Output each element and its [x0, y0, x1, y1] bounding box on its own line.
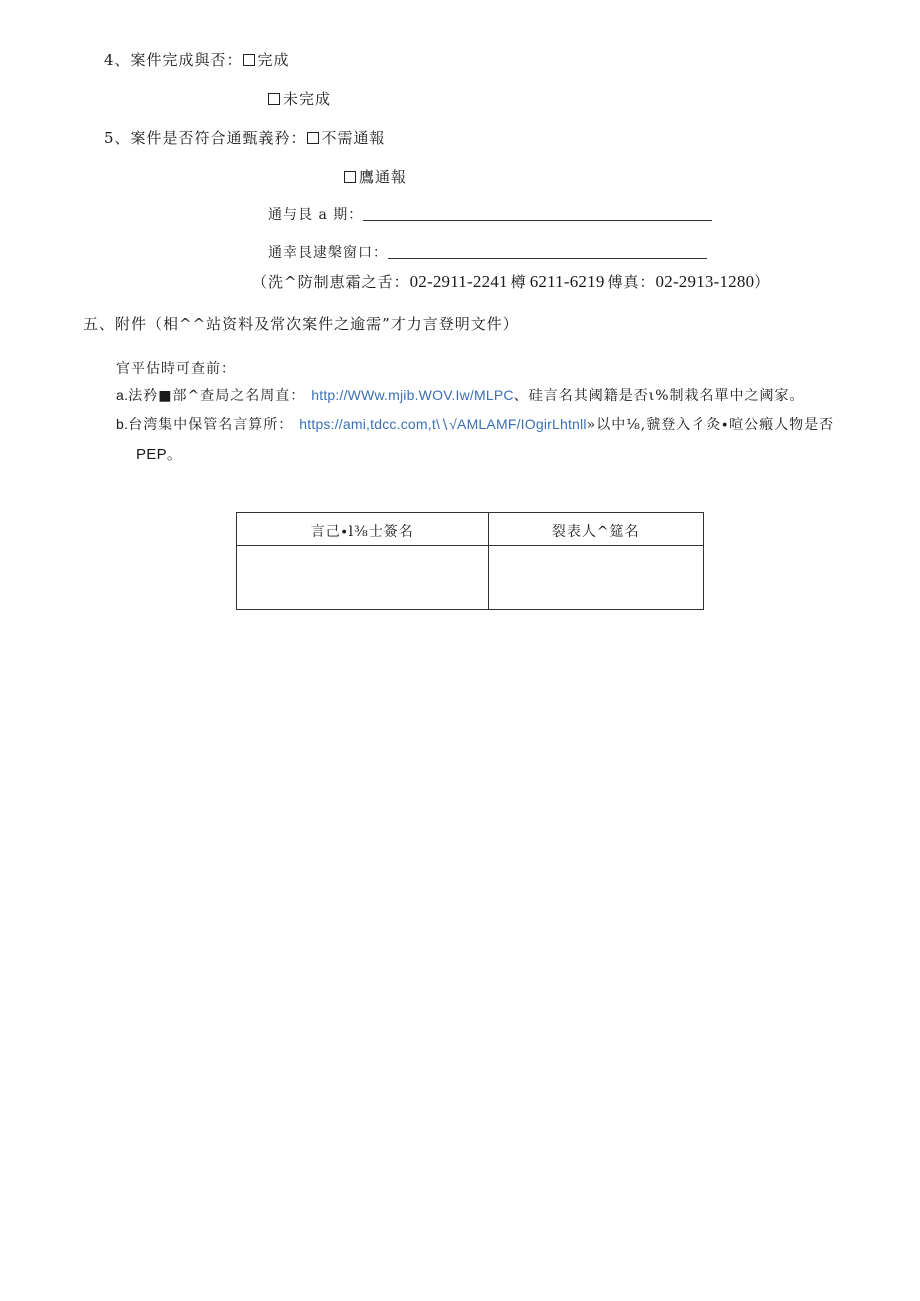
- option-not-complete-label: 未完成: [283, 90, 332, 108]
- checkbox-not-complete[interactable]: [268, 93, 280, 105]
- option-complete-label: 完成: [257, 51, 290, 69]
- mjib-link[interactable]: http://WWw.mjib.WOV.Iw/MLPC: [311, 387, 514, 403]
- checkbox-complete[interactable]: [243, 54, 255, 66]
- attachments-intro: 官平估時可查前：: [116, 361, 236, 377]
- notify-date-field[interactable]: [363, 206, 712, 221]
- representative-signature-header: 裂表人^筵名: [488, 513, 703, 546]
- ext-label: 樽: [510, 273, 527, 291]
- item5-row: [104, 127, 386, 148]
- checkbox-should-report[interactable]: [344, 171, 356, 183]
- signature-table: [236, 512, 704, 610]
- option-should-report-label: 鷹通報: [359, 168, 408, 186]
- fax-value: 02-2913-1280: [655, 272, 755, 291]
- notify-window-field[interactable]: [388, 244, 707, 259]
- fax-label: 傅真：: [607, 273, 656, 291]
- attachment-item-a: [116, 385, 805, 405]
- notify-date-row: [268, 204, 712, 224]
- item4-label: 4、案件完成與否：: [104, 51, 243, 69]
- item4-row: [104, 49, 290, 70]
- contact-info-row: [252, 271, 770, 292]
- notify-date-label: 通与艮 a 期：: [268, 207, 364, 223]
- item-b-prefix: b.: [116, 416, 129, 432]
- option-no-need-report-label: 不需通報: [321, 129, 386, 147]
- checkbox-no-need-report[interactable]: [307, 132, 319, 144]
- contact-prefix: （洗^防制恵霜之舌：: [252, 273, 410, 291]
- tdcc-link[interactable]: https://ami,tdcc.com,t\∖√AMLAMF/IOgirLhtnll: [299, 416, 587, 432]
- ext-value: 6211-6219: [529, 272, 605, 291]
- item4-row-2: [268, 88, 331, 109]
- signature-table-body-row: [237, 546, 704, 610]
- attachments-heading: 五、附件（相^^站资料及常次案件之逾需”才力言登明文件）: [83, 315, 519, 333]
- item-a-prefix: a.: [116, 387, 129, 403]
- item-a-label: 法矜■部^查局之名周直：: [128, 388, 306, 404]
- item-b-label: 台湾集中保管名言算所：: [128, 417, 294, 433]
- notify-window-row: [268, 242, 707, 262]
- notify-window-label: 通幸艮逮槃窗口：: [268, 245, 388, 261]
- representative-signature-cell[interactable]: [488, 546, 703, 610]
- item5-label: 5、案件是否符合通甄義矜：: [104, 129, 307, 147]
- signature-table-header-row: [237, 513, 704, 546]
- recorder-signature-header: 言己∙l⅜士簽名: [237, 513, 489, 546]
- contact-suffix: ）: [754, 273, 771, 291]
- attachment-item-b: [116, 414, 834, 434]
- recorder-signature-cell[interactable]: [237, 546, 489, 610]
- contact-phone: 02-2911-2241: [409, 272, 508, 291]
- item5-row-2: [344, 166, 407, 187]
- item-a-suffix: 、硅言名其阈籍是否ι%制栽名單中之阈家。: [513, 388, 805, 404]
- item-b-suffix: »以中⅛,虢登入彳灸∙喧公瘢人物是否: [586, 417, 835, 433]
- item-b-continuation: PEP。: [136, 446, 183, 463]
